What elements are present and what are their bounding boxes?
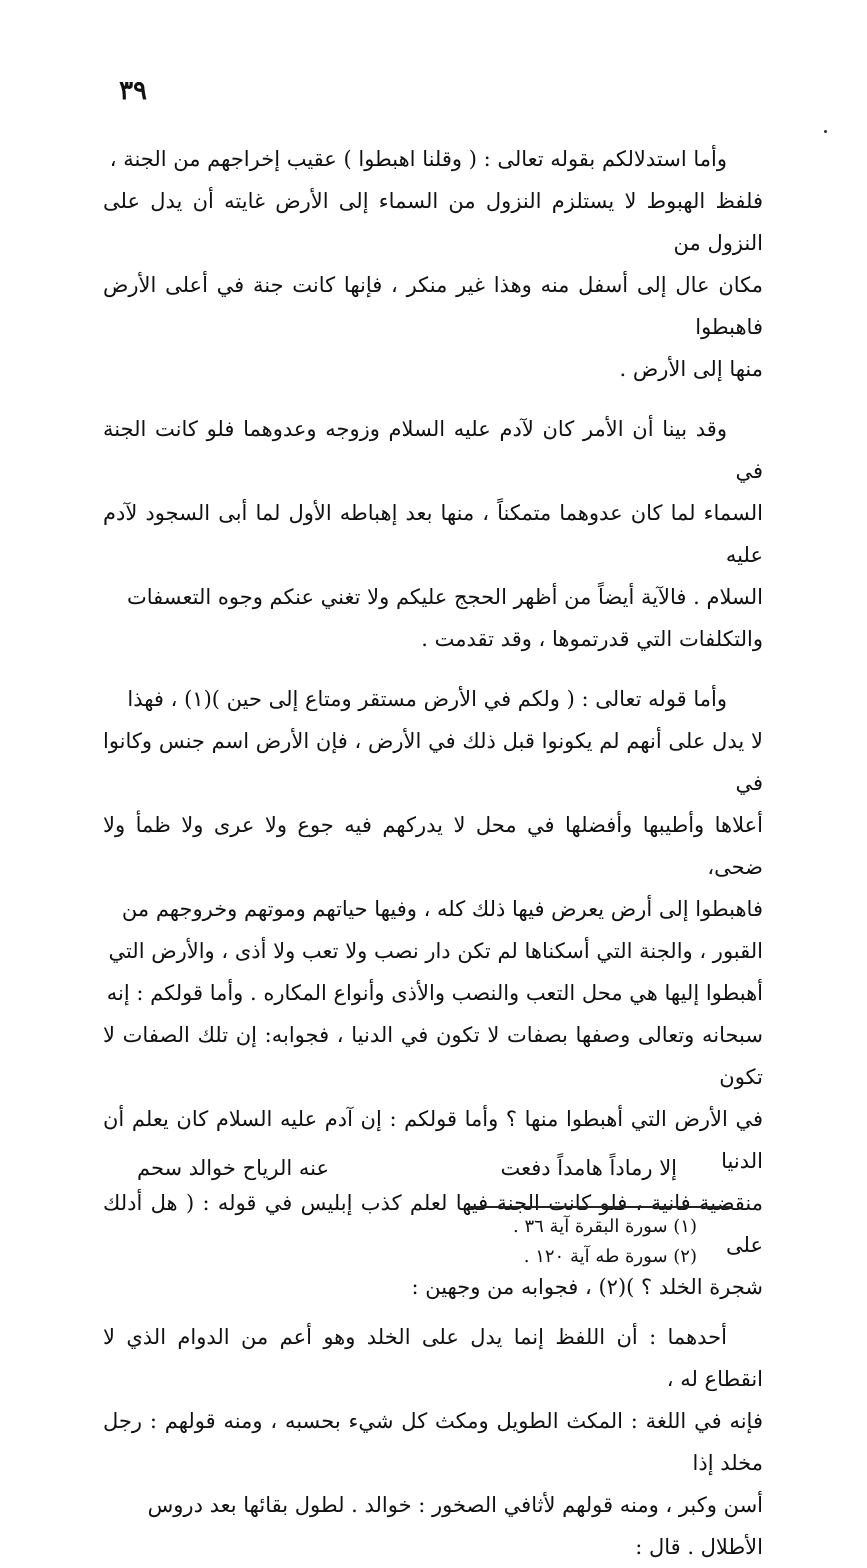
verse-hemistich-second: عنه الرياح خوالد سحم [137,1156,329,1180]
main-text [103,138,763,1568]
paragraph-2 [103,408,763,660]
text-line: منها إلى الأرض . [619,357,763,381]
text-line: أهبطوا إليها هي محل التعب والنصب والأذى وأنواع المكاره . وأما قولكم : إنه [106,981,763,1005]
text-line: منقضية فانية ، فلو كانت الجنة فيها لعلم كذب إبليس في قوله : ( هل أدلك على [103,1191,763,1257]
poetry-verse [137,1150,677,1186]
text-line: مكان عال إلى أسفل منه وهذا غير منكر ، فإنها كانت جنة في أعلى الأرض فاهبطوا [103,273,763,339]
text-line: أحدهما : أن اللفظ إنما يدل على الخلد وهو أعم من الدوام الذي لا انقطاع له ، [103,1325,763,1391]
text-line: وأما قوله تعالى : ( ولكم في الأرض مستقر ومتاع إلى حين )(١) ، فهذا [127,687,727,711]
text-line: في الأرض التي أهبطوا منها ؟ وأما قولكم : إن آدم عليه السلام كان يعلم أن الدنيا [103,1107,763,1173]
text-line: وقد بينا أن الأمر كان لآدم عليه السلام وزوجه وعدوهما فلو كانت الجنة في [103,417,763,483]
verse-hemistich-first: إلا رماداً هامداً دفعت [500,1156,677,1180]
text-line: شجرة الخلد ؟ )(٢) ، فجوابه من وجهين : [411,1275,763,1299]
text-line: الأطلال . قال : [635,1535,763,1559]
footnote-divider [469,1206,731,1208]
text-line: وأما استدلالكم بقوله تعالى : ( وقلنا اهبطوا ) عقيب إخراجهم من الجنة ، [109,147,727,171]
footnote-2: (٢) سورة طه آية ١٢٠ . [523,1246,697,1267]
page-number: ٣٩ [119,76,147,106]
text-line: السماء لما كان عدوهما متمكناً ، منها بعد إهباطه الأول لما أبى السجود لآدم عليه [103,501,763,567]
text-line: لا يدل على أنهم لم يكونوا قبل ذلك في الأرض ، فإن الأرض اسم جنس وكانوا في [103,729,763,795]
text-line: السلام . فالآية أيضاً من أظهر الحجج عليكم ولا تغني عنكم وجوه التعسفات [127,585,763,609]
paragraph-4 [103,1316,763,1568]
footnote-1: (١) سورة البقرة آية ٣٦ . [513,1216,697,1237]
text-line: أعلاها وأطيبها وأفضلها في محل لا يدركهم فيه جوع ولا عرى ولا ظمأ ولا ضحى، [103,813,763,879]
text-line: سبحانه وتعالى وصفها بصفات لا تكون في الدنيا ، فجوابه: إن تلك الصفات لا تكون [103,1023,763,1089]
paragraph-1 [103,138,763,390]
text-line: فلفظ الهبوط لا يستلزم النزول من السماء إلى الأرض غايته أن يدل على النزول من [103,189,763,255]
text-line: والتكلفات التي قدرتموها ، وقد تقدمت . [421,627,763,651]
text-line: أسن وكبر ، ومنه قولهم لأثافي الصخور : خوالد . لطول بقائها بعد دروس [147,1493,763,1517]
text-line: القبور ، والجنة التي أسكناها لم تكن دار نصب ولا تعب ولا أذى ، والأرض التي [108,939,763,963]
text-line: فإنه في اللغة : المكث الطويل ومكث كل شيء بحسبه ، ومنه قولهم : رجل مخلد إذا [103,1409,763,1475]
footnotes [437,1212,697,1272]
text-line: فاهبطوا إلى أرض يعرض فيها ذلك كله ، وفيها حياتهم وموتهم وخروجهم من [121,897,763,921]
paper-speck [824,130,827,133]
